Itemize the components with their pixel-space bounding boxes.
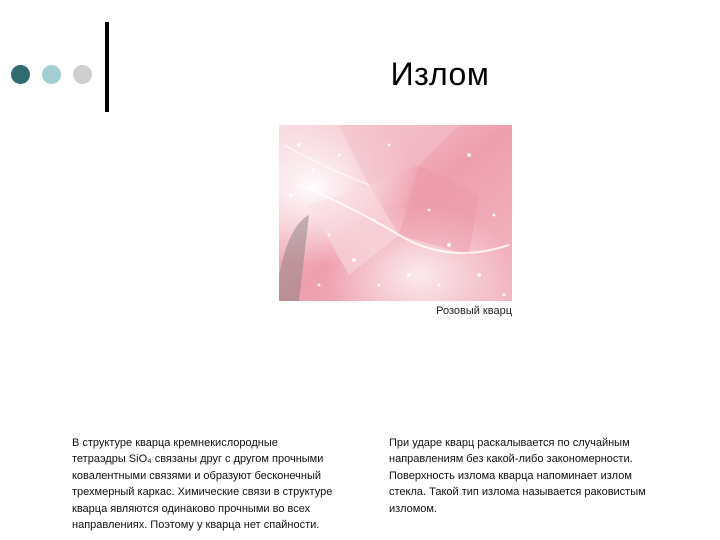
paragraph-right-line: изломом. [389,502,438,515]
decor-dot-light-icon [42,65,61,84]
paragraph-left-line: направлениях. Поэтому у кварца нет спайности. [72,519,320,532]
decor-vertical-bar [105,22,109,112]
paragraph-right-line: Поверхность излома кварца напоминает излом [389,469,632,482]
decor-dot-gray-icon [73,65,92,84]
paragraph-left-line: тетраэдры SiO₄ связаны друг с другом прочными [72,453,324,466]
paragraph-left-line: трехмерный каркас. Химические связи в структуре [72,486,333,499]
paragraph-left-line: В структуре кварца кремнекислородные [72,437,278,449]
paragraph-right-line: стекла. Такой тип излома называется раковистым [389,486,646,499]
image-caption: Розовый кварц [436,305,512,317]
decor-dot-dark-icon [11,65,30,84]
paragraph-left [72,435,377,533]
paragraph-right-line: направлениям без какой-либо закономерности. [389,453,633,466]
slide-title: Излом [390,56,490,92]
paragraph-right-line: При ударе кварц раскалывается по случайным [389,437,630,449]
paragraph-left-line: ковалентными связями и образуют бесконечный [72,469,322,482]
paragraph-left-line: кварца являются одинаково прочными во всех [72,502,311,515]
paragraph-right [389,435,689,517]
rose-quartz-photo [279,125,512,301]
